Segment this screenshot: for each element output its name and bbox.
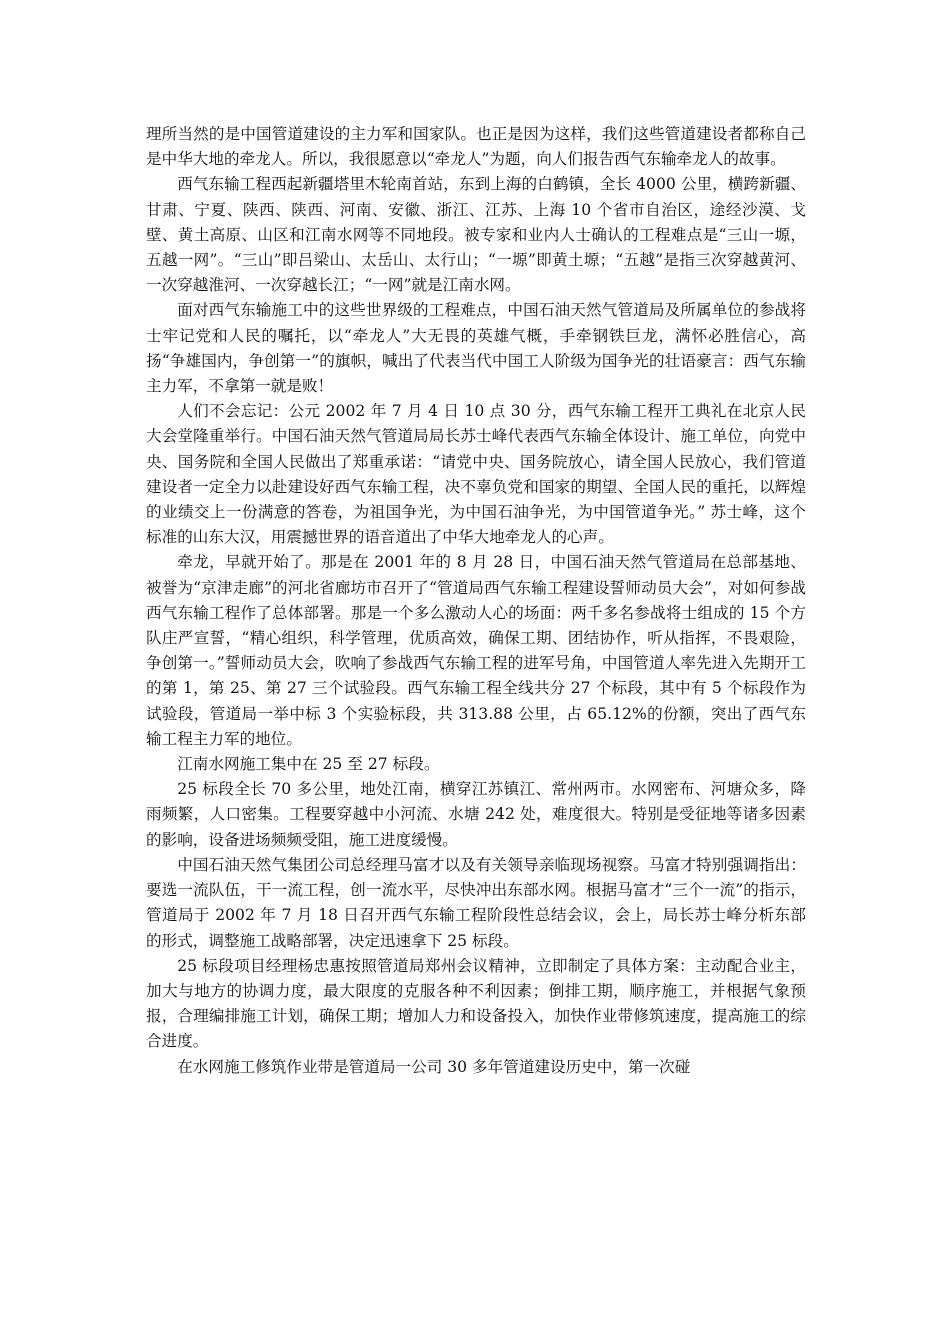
paragraph-2: 西气东输工程西起新疆塔里木轮南首站，东到上海的白鹤镇，全长 4000 公里，横跨新疆、甘肃、宁夏、陕西、陕西、河南、安徽、浙江、江苏、上海 10 个省市自治区，途经沙漠、戈壁、黄土高原、山区和江南水网等不同地段。被专家和业内人士确认的工程难点是“三山一塬，五越一网”。“三山”即吕梁山、太岳山、太行山；“一塬”即黄土塬；“五越”是指三次穿越黄河、一次穿越淮河、一次穿越长江；“一网”就是江南水网。 bbox=[146, 175, 806, 295]
paragraph-5: 牵龙，早就开始了。那是在 2001 年的 8 月 28 日，中国石油天然气管道局在总部基地、被誉为“京津走廊”的河北省廊坊市召开了“管道局西气东输工程建设誓师动员大会”，对如何参战西气东输工程作了总体部署。那是一个多么激动人心的场面：两千多名参战将士组成的 15 个方队庄严宣誓，“精心组织，科学管理，优质高效，确保工期、团结协作，听从指挥，不畏艰险，争创第一。”誓师动员大会，吹响了参战西气东输工程的进军号角，中国管道人率先进入先期开工的第 1，第 25、第 27 三个试验段。西气东输工程全线共分 27 个标段，其中有 5 个标段作为试验段，管道局一举中标 3 个实验标段，共 313.88 公里，占 65.12%的份额，突出了西气东输工程主力军的地位。 bbox=[146, 553, 806, 748]
paragraph-9: 25 标段项目经理杨忠惠按照管道局郑州会议精神，立即制定了具体方案：主动配合业主，加大与地方的协调力度，最大限度的克服各种不利因素；倒排工期，顺序施工，并根据气象预报，合理编排施工计划，确保工期；增加人力和设备投入，加快作业带修筑速度，提高施工的综合进度。 bbox=[146, 956, 806, 1051]
paragraph-1: 理所当然的是中国管道建设的主力军和国家队。也正是因为这样，我们这些管道建设者都称自己是中华大地的牵龙人。所以，我很愿意以“牵龙人”为题，向人们报告西气东输牵龙人的故事。 bbox=[146, 125, 806, 169]
document-page bbox=[146, 122, 806, 1080]
paragraph-8: 中国石油天然气集团公司总经理马富才以及有关领导亲临现场视察。马富才特别强调指出：要选一流队伍，干一流工程，创一流水平，尽快冲出东部水网。根据马富才“三个一流”的指示，管道局于 2002 年 7 月 18 日召开西气东输工程阶段性总结会议，会上，局长苏士峰分析东部的形式，调整施工战略部署，决定迅速拿下 25 标段。 bbox=[146, 855, 806, 950]
paragraph-10: 在水网施工修筑作业带是管道局一公司 30 多年管道建设历史中，第一次碰 bbox=[177, 1057, 691, 1076]
paragraph-6: 江南水网施工集中在 25 至 27 标段。 bbox=[177, 755, 440, 774]
paragraph-4: 人们不会忘记：公元 2002 年 7 月 4 日 10 点 30 分，西气东输工程开工典礼在北京人民大会堂隆重举行。中国石油天然气管道局局长苏士峰代表西气东输全体设计、施工单位，向党中央、国务院和全国人民做出了郑重承诺：“请党中央、国务院放心，请全国人民放心，我们管道建设者一定全力以赴建设好西气东输工程，决不辜负党和国家的期望、全国人民的重托，以辉煌的业绩交上一份满意的答卷，为祖国争光，为中国石油争光，为中国管道争光。” 苏士峰，这个标准的山东大汉，用震撼世界的语音道出了中华大地牵龙人的心声。 bbox=[146, 402, 806, 547]
paragraph-7: 25 标段全长 70 多公里，地处江南，横穿江苏镇江、常州两市。水网密布、河塘众多，降雨频繁，人口密集。工程要穿越中小河流、水塘 242 处，难度很大。特别是受征地等诸多因素的影响，设备进场频频受阻，施工进度缓慢。 bbox=[146, 780, 806, 849]
paragraph-3: 面对西气东输施工中的这些世界级的工程难点，中国石油天然气管道局及所属单位的参战将士牢记党和人民的嘱托，以“牵龙人”大无畏的英雄气概，手牵钢铁巨龙，满怀必胜信心，高扬“争雄国内，争创第一”的旗帜，喊出了代表当代中国工人阶级为国争光的壮语豪言：西气东输主力军，不拿第一就是败！ bbox=[146, 301, 806, 396]
